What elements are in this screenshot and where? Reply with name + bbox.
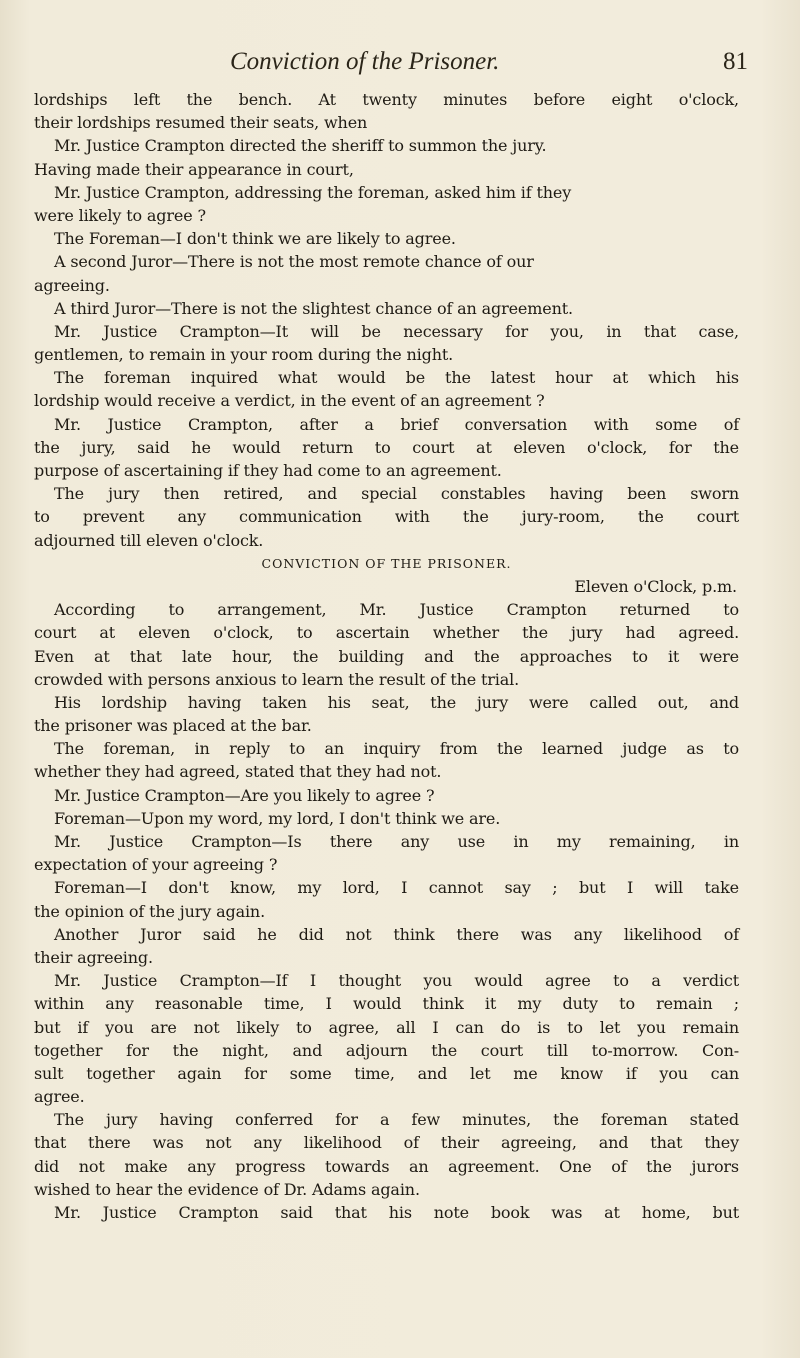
text-line: crowded with persons anxious to learn the result of the trial.: [34, 669, 520, 689]
text-line: Even at that late hour, the building and the approaches to it were: [34, 646, 739, 666]
text-line: gentlemen, to remain in your room during the night.: [34, 345, 454, 365]
text-line: the prisoner was placed at the bar.: [34, 716, 312, 736]
text-line: Foreman—Upon my word, my lord, I don't think we are.: [54, 808, 501, 828]
text-line: The foreman, in reply to an inquiry from the learned judge as to: [54, 739, 739, 759]
text-line: that there was not any likelihood of their agreeing, and that they: [34, 1133, 739, 1153]
body-text: [34, 88, 739, 1224]
text-line: the jury, said he would return to court at eleven o'clock, for the: [34, 437, 739, 457]
text-line: Mr. Justice Crampton, addressing the foreman, asked him if they: [54, 182, 572, 202]
text-line: Mr. Justice Crampton—It will be necessary for you, in that case,: [54, 321, 739, 341]
text-line: but if you are not likely to agree, all I can do is to let you remain: [34, 1017, 739, 1037]
text-line: A second Juror—There is not the most remote chance of our: [54, 252, 534, 272]
text-line: Mr. Justice Crampton directed the sheriff to summon the jury.: [54, 136, 547, 156]
text-line: did not make any progress towards an agreement. One of the jurors: [34, 1156, 739, 1176]
text-line: Mr. Justice Crampton, after a brief conversation with some of: [54, 414, 739, 434]
text-line: A third Juror—There is not the slightest chance of an agreement.: [54, 298, 573, 318]
text-line: The Foreman—I don't think we are likely to agree.: [54, 229, 456, 249]
time-subheading: Eleven o'Clock, p.m.: [574, 576, 737, 596]
text-line: the opinion of the jury again.: [34, 901, 266, 921]
text-line: His lordship having taken his seat, the jury were called out, and: [54, 692, 739, 712]
text-line: sult together again for some time, and let me know if you can: [34, 1063, 739, 1083]
page-header: [0, 46, 800, 82]
text-line: whether they had agreed, stated that they had not.: [34, 762, 442, 782]
text-line: Mr. Justice Crampton—Is there any use in my remaining, in: [54, 832, 739, 851]
running-title: Conviction of the Prisoner.: [230, 48, 500, 75]
text-line: Mr. Justice Crampton—Are you likely to agree ?: [54, 785, 435, 805]
text-line: The foreman inquired what would be the latest hour at which his: [54, 368, 739, 388]
text-line: agree.: [34, 1087, 85, 1107]
text-line: their lordships resumed their seats, when: [34, 113, 368, 133]
text-line: Another Juror said he did not think there was any likelihood of: [54, 924, 739, 944]
text-line: According to arrangement, Mr. Justice Crampton returned to: [54, 600, 739, 620]
text-line: lordship would receive a verdict, in the event of an agreement ?: [34, 391, 545, 411]
text-line: wished to hear the evidence of Dr. Adams again.: [34, 1179, 420, 1199]
text-line: Foreman—I don't know, my lord, I cannot say ; but I will take: [54, 878, 739, 898]
page-number: 81: [723, 48, 748, 75]
text-line: adjourned till eleven o'clock.: [34, 530, 264, 550]
text-line: were likely to agree ?: [34, 205, 206, 225]
text-line: The jury then retired, and special constables having been sworn: [54, 484, 739, 504]
text-line: their agreeing.: [34, 947, 153, 967]
text-line: expectation of your agreeing ?: [34, 855, 278, 875]
text-line: agreeing.: [34, 275, 110, 295]
text-line: to prevent any communication with the jury-room, the court: [34, 507, 739, 527]
text-line: Mr. Justice Crampton said that his note book was at home, but: [54, 1203, 739, 1222]
text-line: court at eleven o'clock, to ascertain whether the jury had agreed.: [34, 623, 739, 643]
text-line: lordships left the bench. At twenty minutes before eight o'clock,: [34, 90, 739, 109]
section-heading: CONVICTION OF THE PRISONER.: [261, 555, 512, 571]
text-line: together for the night, and adjourn the court till to-morrow. Con-: [34, 1040, 739, 1060]
text-line: The jury having conferred for a few minutes, the foreman stated: [54, 1110, 739, 1130]
text-line: purpose of ascertaining if they had come to an agreement.: [34, 461, 502, 480]
text-line: Having made their appearance in court,: [34, 159, 354, 179]
text-line: Mr. Justice Crampton—If I thought you would agree to a verdict: [54, 971, 739, 991]
text-line: within any reasonable time, I would think it my duty to remain ;: [34, 994, 739, 1014]
